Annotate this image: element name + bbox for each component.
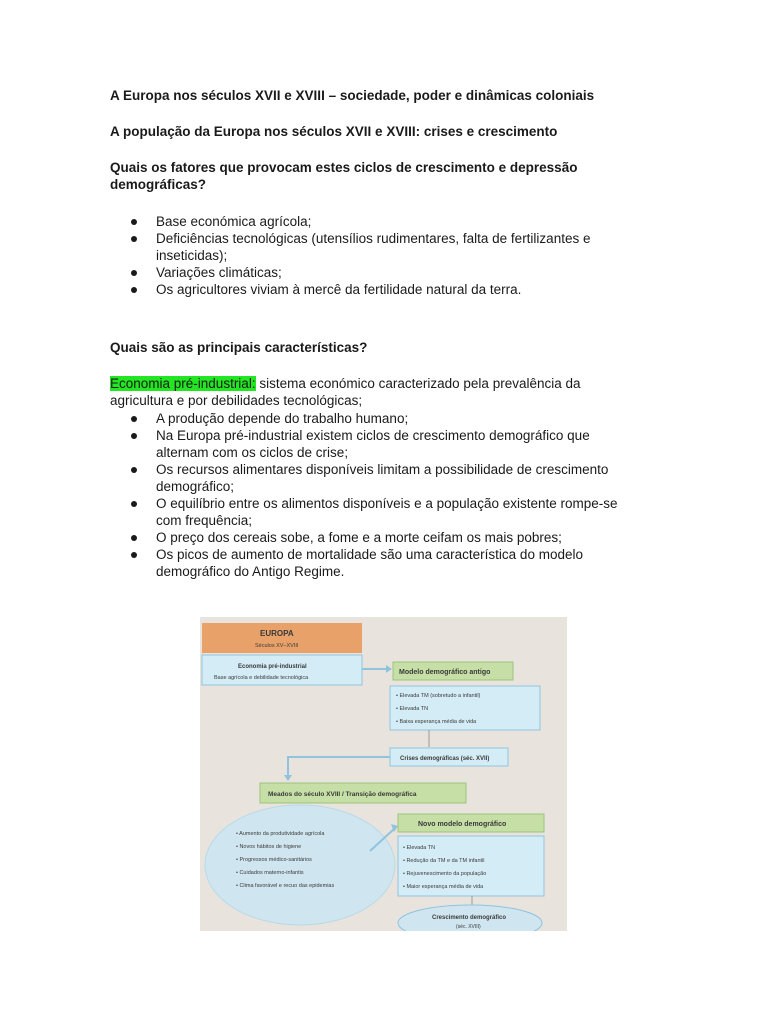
bullet-icon (131, 467, 137, 473)
new-model-item: • Redução da TM e da TM infantil (403, 858, 485, 864)
factors-list (110, 213, 650, 298)
new-model-title: Novo modelo demográfico (418, 821, 507, 828)
growth-label: Crescimento demográfico (432, 915, 507, 921)
old-model-item: • Elevada TN (396, 706, 429, 712)
europe-subtitle: Séculos XV–XVIII (255, 643, 299, 649)
bullet-icon (131, 219, 137, 225)
cause-item: • Cuidados materno-infantis (236, 870, 304, 876)
economy-definition: Economia pré-industrial: sistema económico caracterizado pela prevalência da agricultura e por debilidades tecnológicas; (110, 376, 581, 408)
cause-item: • Clima favorável e recuo das epidemias (236, 883, 335, 889)
growth-sub-label: (séc. XVIII) (456, 924, 481, 930)
new-model-item: • Maior esperança média de vida (403, 884, 484, 890)
list-item: Os recursos alimentares disponíveis limitam a possibilidade de crescimento demográfico; (110, 461, 650, 495)
question-factors: Quais os fatores que provocam estes ciclos de crescimento e depressão demográficas? (110, 160, 578, 192)
old-model-title: Modelo demográfico antigo (399, 669, 491, 676)
list-item: Os agricultores viviam à mercê da fertilidade natural da terra. (110, 281, 650, 298)
section-heading: A população da Europa nos séculos XVII e XVIII: crises e crescimento (110, 124, 558, 139)
list-item: O equilíbrio entre os alimentos disponíveis e a população existente rompe-se com frequência; (110, 495, 650, 529)
bullet-icon (131, 416, 137, 422)
old-model-item: • Baixa esperança média de vida (396, 719, 477, 725)
highlighted-term: Economia pré-industrial: (110, 376, 256, 391)
question-characteristics: Quais são as principais características? (110, 340, 368, 355)
economy-box-text: Base agrícola e debilidade tecnológica (214, 675, 309, 681)
crises-label: Crises demográficas (séc. XVII) (400, 756, 490, 762)
list-item: O preço dos cereais sobe, a fome e a morte ceifam os mais pobres; (110, 529, 650, 546)
cause-item: • Aumento da produtividade agrícola (236, 831, 325, 837)
list-item: Base económica agrícola; (110, 213, 650, 230)
economy-box-title: Economia pré-industrial (238, 664, 307, 670)
old-model-item: • Elevada TM (sobretudo a infantil) (396, 693, 481, 699)
demographic-diagram (200, 617, 567, 931)
bullet-icon (131, 501, 137, 507)
bullet-icon (131, 535, 137, 541)
document-title: A Europa nos séculos XVII e XVIII – sociedade, poder e dinâmicas coloniais (110, 88, 595, 103)
bullet-icon (131, 287, 137, 293)
bullet-icon (131, 236, 137, 242)
europe-title: EUROPA (260, 629, 294, 638)
list-item: Variações climáticas; (110, 264, 650, 281)
causes-oval (205, 805, 395, 925)
diagram-svg (200, 617, 567, 931)
list-item: Na Europa pré-industrial existem ciclos de crescimento demográfico que alternam com os ciclos de crise; (110, 427, 650, 461)
new-model-item: • Rejuvenescimento da população (403, 871, 487, 877)
transition-label: Meados do século XVIII / Transição demográfica (268, 791, 417, 798)
bullet-icon (131, 552, 137, 558)
new-model-item: • Elevada TN (403, 845, 436, 851)
characteristics-list (110, 410, 650, 580)
bullet-icon (131, 270, 137, 276)
list-item: Os picos de aumento de mortalidade são uma característica do modelo demográfico do Antigo Regime. (110, 546, 650, 580)
bullet-icon (131, 433, 137, 439)
cause-item: • Progressos médico-sanitários (236, 857, 312, 863)
list-item: Deficiências tecnológicas (utensílios rudimentares, falta de fertilizantes e inseticidas); (110, 230, 650, 264)
cause-item: • Novos hábitos de higiene (236, 844, 302, 850)
list-item: A produção depende do trabalho humano; (110, 410, 650, 427)
